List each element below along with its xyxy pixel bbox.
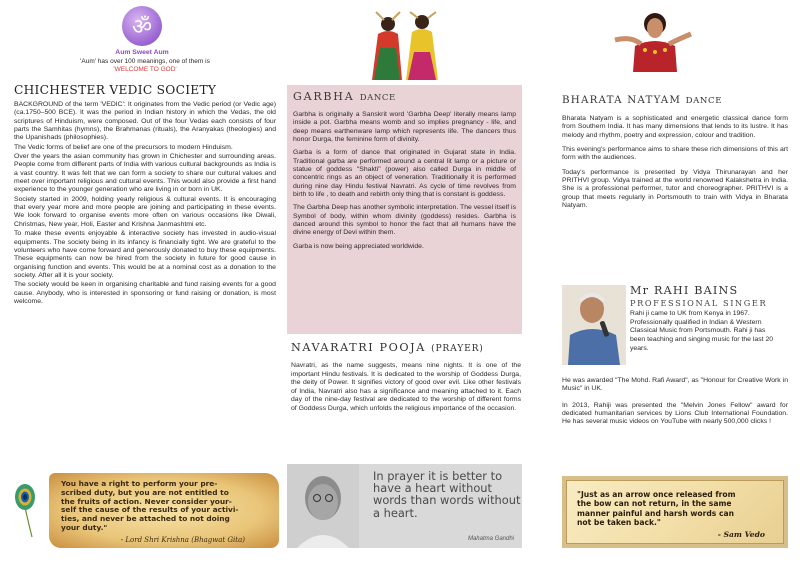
- krishna-quote-box: [49, 473, 279, 548]
- singer-photo-icon: [562, 285, 626, 365]
- sam-vedo-quote: [562, 476, 788, 548]
- bharata-natyam-heading-main: BHARATA NATYAM: [562, 94, 682, 106]
- rahi-intro: [630, 310, 780, 355]
- aum-caption: [14, 58, 276, 74]
- quote-line: the fruits of action. Never consider your-: [61, 496, 232, 506]
- krishna-quote: [14, 473, 276, 548]
- quote-line: ties, and never be attached to not doing: [61, 514, 230, 524]
- bharatanatyam-dancer-photo-icon: [605, 6, 699, 72]
- garba-heading-sub: DANCE: [359, 93, 396, 103]
- gandhi-quote: [287, 464, 522, 548]
- body-paragraph: Rahi ji came to UK from Kenya in 1967. Professionally qualified in Indian & Western Classical Music from Portsmouth. Rahi ji has been teaching and singing music for the last 20 years.: [630, 310, 774, 352]
- quote-attribution: - Sam Vedo: [717, 529, 765, 539]
- body-paragraph: This evening's performance aims to share these rich dimensions of this art form with the audiences.: [562, 146, 788, 162]
- peacock-feather-icon: [14, 481, 50, 539]
- body-paragraph: He was awarded "The Mohd. Rafi Award", as "Honour for Creative Work in Music" in UK.: [562, 377, 788, 393]
- body-paragraph: The Vedic forms of belief are one of the precursors to modern Hinduism.: [14, 143, 233, 151]
- quote-line: You have a right to perform your pre-: [61, 479, 218, 488]
- quote-line: your duty.": [61, 522, 108, 532]
- aum-caption-line: 'Aum' has over 100 meanings, one of them is: [80, 58, 210, 65]
- navaratri-heading: [291, 341, 484, 354]
- garba-heading: [293, 90, 516, 103]
- rahi-body: [562, 377, 788, 435]
- gandhi-quote-text: In prayer it is better to have a heart without words than words without a heart.: [373, 469, 521, 520]
- aum-symbol-icon: ॐ: [122, 6, 162, 46]
- rahi-bains-name: Mr RAHI BAINS: [630, 284, 739, 297]
- quote-line: not be taken back.": [577, 518, 661, 528]
- bharata-natyam-heading: [562, 94, 722, 106]
- quote-line: manner painful and harsh words can: [577, 508, 734, 518]
- body-paragraph: To make these events enjoyable & interactive society has invested in audio-visual equipments. The society being in its infancy is financially tight. We are grateful to the volunteers who have come forward and generously donated to buy these equipments. These equipments can now be hired from the society in future for good cause in organising function and events. This would be at a nominal cost as a donation to the society. After all it is your society.: [14, 230, 276, 279]
- quote-line: scribed duty, but you are not entitled to: [61, 487, 229, 497]
- quote-line: the bow can not return, in the same: [577, 499, 732, 509]
- body-paragraph: Navratri, as the name suggests, means nine nights. It is one of the important Hindu festivals. It is dedicated to the worship of Goddess Durga, the deity of Power. It signifies victory of good over evil. Like other festivals of India, Navratri also has a significance and meaning attached to it. Each day of the nine-day festival are dedicated to the worship of different forms of Goddess Durga, which unfolds the religious importance of the occasion.: [291, 362, 521, 412]
- body-paragraph: Garba is a form of dance that originated in Gujarat state in India. Traditional garba are performed around a central lit lamp or a picture or statue of goddess "Shakti" (power) also called Durga in middle of concentric rings as an object of veneration. Traditionally it is performed during nine day Hindu festival Navratri. As cycle of time revolves from birth to life , to death and rebirth only thing that is constant is goddess.: [293, 149, 516, 199]
- rahi-bains-title: PROFESSIONAL SINGER: [630, 298, 768, 308]
- society-heading: CHICHESTER VEDIC SOCIETY: [14, 83, 217, 97]
- bharata-natyam-body: [562, 115, 788, 216]
- body-paragraph: The society would be keen in organising charitable and fund raising events for a good cause. Anybody, who is interested in sponsoring or fund raising or donation, is most welcome.: [14, 281, 276, 305]
- body-paragraph: Garbha is originally a Sanskrit word 'Garbha Deep' literally means lamp inside a pot. Garbha means womb and so implies pregnancy - life, and deep means earthenware lamp which represents life. The dancers thus honor Durga, the feminine form of divinity.: [293, 111, 516, 144]
- body-paragraph: Over the years the asian community has grown in Chichester and surrounding areas. People come from different parts of India with various cultural backgrounds as India is a vast country. It was felt that we can form a society to share our cultural values and meet over important religious and cultural events. This would also provide a first hand experience to the younger generation who are living in or born in UK.: [14, 153, 276, 194]
- navaratri-heading-sub: (PRAYER): [431, 343, 484, 354]
- body-paragraph: BACKGROUND of the term 'VEDIC': It originates from the Vedic period (or Vedic age) (ca.1750–500 BCE). It was the period in Indian history in which the Vedas, the old scriptures of Hinduism, were composed. Out of the four Vedas each consists of four parts the Samhitas (hymns), the Brahmanas (rituals), the Aranyakas (theologies) and the Upanishads (philosophies).: [14, 101, 276, 142]
- quote-text: [61, 480, 267, 533]
- aum-logo: [92, 6, 192, 56]
- aum-welcome-line: 'WELCOME TO GOD': [113, 66, 177, 73]
- body-paragraph: The Garbha Deep has another symbolic interpretation. The vessel itself is Symbol of body, within whom divinity (goddess) resides. Garbha is danced around this symbol to honor the fact that all humans have the divine energy of Devi within them.: [293, 204, 516, 237]
- body-paragraph: Today's performance is presented by Vidya Thirunarayan and her PRITHVI group. Vidya trained at the world renowned Kalakshetra in India. She is a professional performer, tutor and choreographer. PRITHVI is a group that meets regularly in Portsmouth to train with Vidya in Bharata Natyam.: [562, 168, 788, 210]
- body-paragraph: Bharata Natyam is a sophisticated and energetic classical dance form from Southern India. It has many dimensions that lends to its lustre. It has melody and rhythm, poetry and expression, colour and tradition.: [562, 115, 788, 139]
- dancers-photo-icon: [362, 8, 450, 82]
- bharata-natyam-heading-sub: DANCE: [685, 96, 723, 106]
- navaratri-body: [291, 362, 521, 414]
- quote-text: [577, 490, 773, 528]
- quote-attribution: - Lord Shri Krishna (Bhagwat Gita): [120, 535, 245, 544]
- body-paragraph: Garba is now being appreciated worldwide.: [293, 242, 424, 250]
- body-paragraph: Society started in 2009, holding yearly religious & cultural events. It is encouraging that every year more and more people are joining and participating in these events. We look forward to organise events more often on various occasions like Diwali, Christmas, New year, Holi, Easter and Krishna Janmashtmi etc.: [14, 195, 276, 228]
- quote-line: "Just as an arrow once released from: [577, 490, 736, 499]
- society-body: [14, 101, 276, 307]
- quote-line: self the cause of the results of your activi-: [61, 505, 239, 515]
- sam-vedo-quote-box: [566, 480, 784, 544]
- garba-section: [287, 85, 522, 334]
- navaratri-heading-main: NAVARATRI POOJA: [291, 341, 426, 354]
- gandhi-photo-icon: [287, 464, 359, 548]
- aum-title: Aum Sweet Aum: [115, 49, 169, 56]
- garba-heading-main: GARBHA: [293, 90, 355, 103]
- body-paragraph: In 2013, Rahiji was presented the "Melvin Jones Fellow" award for dedicated humanitarian services by Lions Club International Foundation. He has several music videos on YouTube with nearly 500,000 clicks !: [562, 401, 788, 426]
- gandhi-quote-attribution: Mahatma Gandhi: [467, 536, 514, 542]
